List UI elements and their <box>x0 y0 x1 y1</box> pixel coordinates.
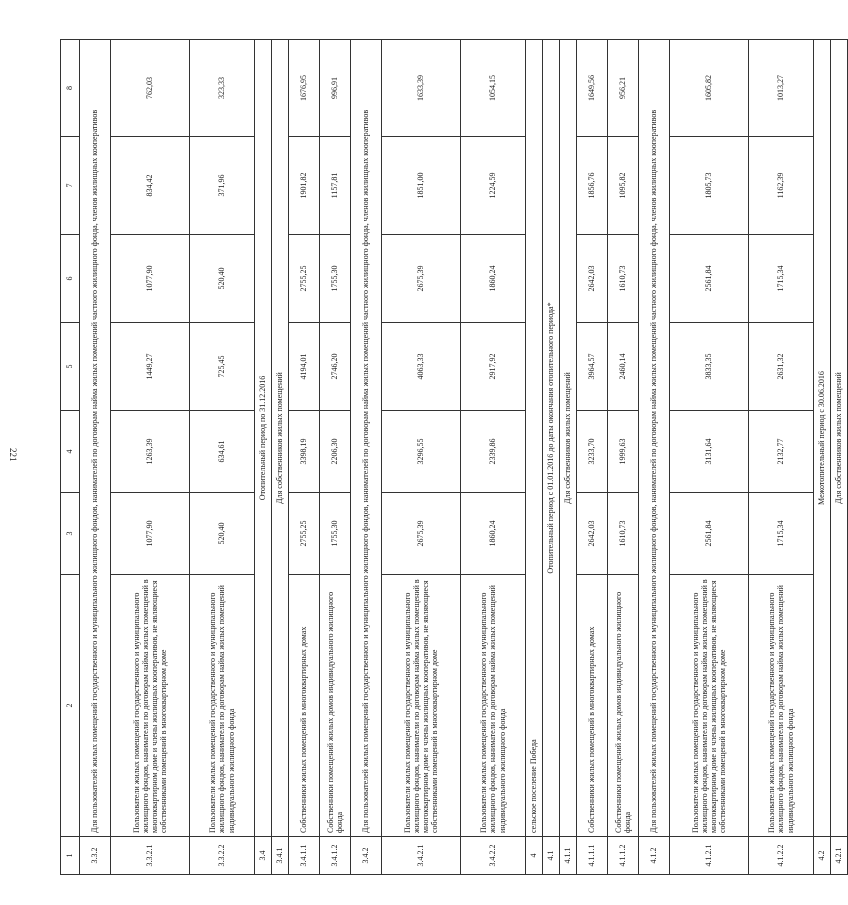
value-cell: 2675,39 <box>382 235 461 323</box>
title-row <box>526 40 543 875</box>
row-code: 4.1.1.2 <box>608 837 639 875</box>
data-row <box>320 40 351 875</box>
data-row <box>577 40 608 875</box>
value-cell: 1860,24 <box>461 493 526 575</box>
data-row <box>111 40 190 875</box>
value-cell: 1901,82 <box>289 137 320 235</box>
period-text: Отопительный период с 01.01.2016 до даты окончания отопительного периода* <box>543 40 560 837</box>
column-number-row <box>61 40 80 875</box>
value-cell: 2675,39 <box>382 493 461 575</box>
value-cell: 3964,57 <box>577 323 608 411</box>
section-text: Для пользователей жилых помещений государственного и муниципального жилищного фондов, нанимателей по договорам найма жилых помещений частного жилищного фонда, членов жилищных кооперативов <box>80 40 111 837</box>
section-text: Для пользователей жилых помещений государственного и муниципального жилищного фондов, нанимателей по договорам найма жилых помещений частного жилищного фонда, членов жилищных кооперативов <box>351 40 382 837</box>
tariff-table <box>60 39 848 875</box>
value-cell: 2206,30 <box>320 411 351 493</box>
value-cell: 725,45 <box>190 323 255 411</box>
column-number: 2 <box>61 575 80 837</box>
value-cell: 371,96 <box>190 137 255 235</box>
section-row <box>639 40 670 875</box>
row-name: Собственники жилых помещений в многоквартирных домах <box>289 575 320 837</box>
value-cell: 3398,19 <box>289 411 320 493</box>
value-cell: 1077,90 <box>111 493 190 575</box>
data-row <box>670 40 749 875</box>
value-cell: 2755,25 <box>289 235 320 323</box>
value-cell: 3833,35 <box>670 323 749 411</box>
period-text: Отопительный период по 31.12.2016 <box>255 40 272 837</box>
value-cell: 1077,90 <box>111 235 190 323</box>
row-code: 4.2.1 <box>831 837 848 875</box>
row-code: 3.4.2.1 <box>382 837 461 875</box>
value-cell: 2132,77 <box>749 411 814 493</box>
row-name: Собственники жилых помещений в многоквартирных домах <box>577 575 608 837</box>
row-name: Пользователи жилых помещений государственного и муниципального жилищного фондов, наниматели по договорам найма жилых помещений в многоквартирном доме и члены жилищных кооперативов, не являющиеся собственниками помещений в многоквартирном доме <box>382 575 461 837</box>
value-cell: 1851,00 <box>382 137 461 235</box>
period-text: Для собственников жилых помещений <box>831 40 848 837</box>
period-row <box>560 40 577 875</box>
value-cell: 1755,30 <box>320 235 351 323</box>
value-cell: 956,21 <box>608 40 639 137</box>
value-cell: 1860,24 <box>461 235 526 323</box>
row-code: 4.1.1 <box>560 837 577 875</box>
value-cell: 1805,73 <box>670 137 749 235</box>
row-code: 4.1.2 <box>639 837 670 875</box>
period-row <box>814 40 831 875</box>
value-cell: 1856,76 <box>577 137 608 235</box>
row-name: Пользователи жилых помещений государственного и муниципального жилищного фондов, наниматели по договорам найма жилых помещений индивидуального жилищного фонда <box>749 575 814 837</box>
period-text: Для собственников жилых помещений <box>560 40 577 837</box>
value-cell: 1715,34 <box>749 235 814 323</box>
value-cell: 1263,39 <box>111 411 190 493</box>
value-cell: 762,03 <box>111 40 190 137</box>
value-cell: 1999,63 <box>608 411 639 493</box>
row-name: Пользователи жилых помещений государственного и муниципального жилищного фондов, наниматели по договорам найма жилых помещений в многоквартирном доме и члены жилищных кооперативов, не являющиеся собственниками помещений в многоквартирном доме <box>111 575 190 837</box>
section-text: Для пользователей жилых помещений государственного и муниципального жилищного фондов, нанимателей по договорам найма жилых помещений частного жилищного фонда, членов жилищных кооперативов <box>639 40 670 837</box>
value-cell: 2339,86 <box>461 411 526 493</box>
value-cell: 2642,03 <box>577 493 608 575</box>
period-row <box>831 40 848 875</box>
column-number: 6 <box>61 235 80 323</box>
value-cell: 634,61 <box>190 411 255 493</box>
value-cell: 2460,14 <box>608 323 639 411</box>
row-code: 3.4.1 <box>272 837 289 875</box>
column-number: 5 <box>61 323 80 411</box>
period-text: Межотопительный период с 30.06.2016 <box>814 40 831 837</box>
data-row <box>749 40 814 875</box>
table-holder <box>60 40 848 875</box>
value-cell: 1013,27 <box>749 40 814 137</box>
row-name: Собственники помещений жилых домов индивидуального жилищного фонда <box>320 575 351 837</box>
section-row <box>351 40 382 875</box>
column-number: 1 <box>61 837 80 875</box>
row-code: 4 <box>526 837 543 875</box>
value-cell: 520,40 <box>190 493 255 575</box>
row-code: 4.1.2.2 <box>749 837 814 875</box>
rotated-table-area <box>60 40 844 875</box>
data-row <box>289 40 320 875</box>
value-cell: 520,40 <box>190 235 255 323</box>
value-cell: 1715,34 <box>749 493 814 575</box>
data-row <box>461 40 526 875</box>
value-cell: 834,42 <box>111 137 190 235</box>
section-row <box>80 40 111 875</box>
value-cell: 2746,20 <box>320 323 351 411</box>
value-cell: 323,33 <box>190 40 255 137</box>
row-code: 3.4.2.2 <box>461 837 526 875</box>
value-cell: 4194,01 <box>289 323 320 411</box>
value-cell: 996,91 <box>320 40 351 137</box>
row-code: 3.4.1.2 <box>320 837 351 875</box>
table-body <box>61 40 848 875</box>
value-cell: 1157,81 <box>320 137 351 235</box>
value-cell: 1610,73 <box>608 235 639 323</box>
data-row <box>190 40 255 875</box>
period-text: Для собственников жилых помещений <box>272 40 289 837</box>
value-cell: 1676,95 <box>289 40 320 137</box>
title-text: сельское поселение Победа <box>526 40 543 837</box>
value-cell: 1162,39 <box>749 137 814 235</box>
value-cell: 1054,15 <box>461 40 526 137</box>
row-code: 3.4 <box>255 837 272 875</box>
row-code: 3.3.2.1 <box>111 837 190 875</box>
row-name: Пользователи жилых помещений государственного и муниципального жилищного фондов, наниматели по договорам найма жилых помещений индивидуального жилищного фонда <box>461 575 526 837</box>
row-code: 3.4.2 <box>351 837 382 875</box>
value-cell: 2642,03 <box>577 235 608 323</box>
value-cell: 4063,33 <box>382 323 461 411</box>
column-number: 3 <box>61 493 80 575</box>
row-name: Собственники помещений жилых домов индивидуального жилищного фонда <box>608 575 639 837</box>
value-cell: 1224,59 <box>461 137 526 235</box>
value-cell: 1610,73 <box>608 493 639 575</box>
page-number: 221 <box>8 448 18 462</box>
value-cell: 1755,30 <box>320 493 351 575</box>
row-code: 3.4.1.1 <box>289 837 320 875</box>
value-cell: 2917,92 <box>461 323 526 411</box>
value-cell: 3131,64 <box>670 411 749 493</box>
row-code: 3.3.2 <box>80 837 111 875</box>
value-cell: 2631,32 <box>749 323 814 411</box>
value-cell: 2561,84 <box>670 493 749 575</box>
value-cell: 3233,70 <box>577 411 608 493</box>
value-cell: 1605,82 <box>670 40 749 137</box>
value-cell: 2755,25 <box>289 493 320 575</box>
column-number: 8 <box>61 40 80 137</box>
value-cell: 1633,39 <box>382 40 461 137</box>
row-code: 4.1.2.1 <box>670 837 749 875</box>
column-number: 7 <box>61 137 80 235</box>
value-cell: 3296,55 <box>382 411 461 493</box>
data-row <box>382 40 461 875</box>
row-name: Пользователи жилых помещений государственного и муниципального жилищного фондов, наниматели по договорам найма жилых помещений индивидуального жилищного фонда <box>190 575 255 837</box>
data-row <box>608 40 639 875</box>
value-cell: 1649,56 <box>577 40 608 137</box>
row-code: 4.1.1.1 <box>577 837 608 875</box>
value-cell: 1095,82 <box>608 137 639 235</box>
row-code: 4.2 <box>814 837 831 875</box>
row-code: 3.3.2.2 <box>190 837 255 875</box>
value-cell: 1449,27 <box>111 323 190 411</box>
row-name: Пользователи жилых помещений государственного и муниципального жилищного фондов, наниматели по договорам найма жилых помещений в многоквартирном доме и члены жилищных кооперативов, не являющиеся собственниками помещений в многоквартирном доме <box>670 575 749 837</box>
period-row <box>255 40 272 875</box>
value-cell: 2561,84 <box>670 235 749 323</box>
row-code: 4.1 <box>543 837 560 875</box>
period-row <box>543 40 560 875</box>
period-row <box>272 40 289 875</box>
column-number: 4 <box>61 411 80 493</box>
